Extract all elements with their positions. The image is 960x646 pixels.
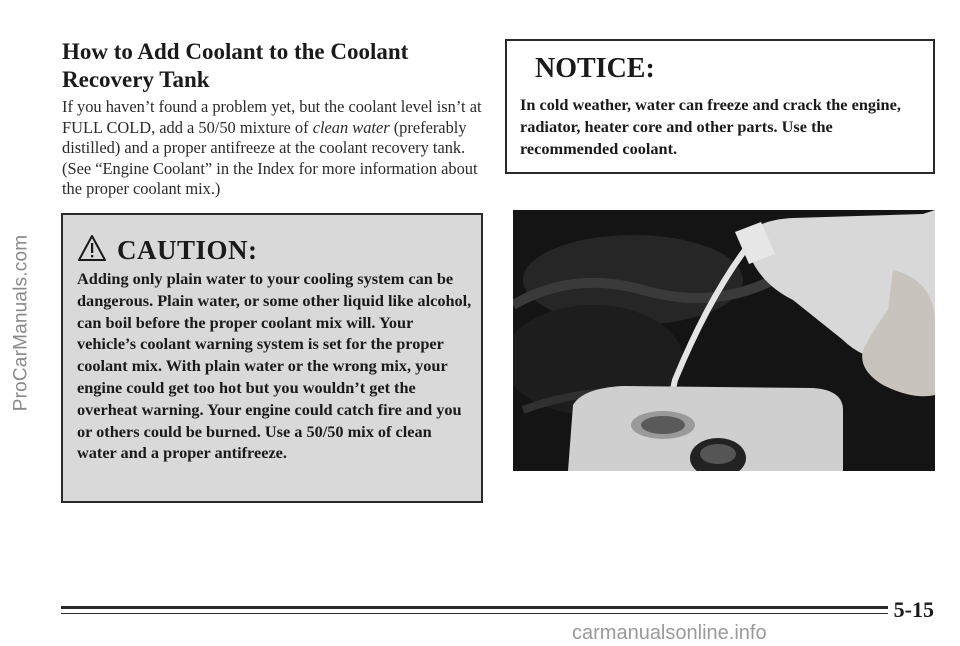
side-watermark-text: ProCarManuals.com — [10, 234, 32, 412]
notice-body: In cold weather, water can freeze and crack the engine, radiator, heater core and other parts. Use the recommended coolant. — [520, 95, 901, 158]
footer-rule-thin — [61, 613, 937, 614]
notice-box — [505, 39, 935, 174]
caution-body: Adding only plain water to your cooling system can be dangerous. Plain water, or some other liquid like alcohol, can boil before the proper coolant mix will. Your vehicle’s coolant warning system is set for the proper coolant mix. With plain water or the wrong mix, your engine could get too hot but you wouldn’t get the overheat warning. Your engine could catch fire and you or others could be burned. Use a 50/50 mix of clean water and a proper antifreeze. — [77, 269, 472, 463]
caution-box — [61, 213, 483, 503]
side-watermark — [4, 0, 38, 646]
intro-emphasis: clean water — [312, 117, 390, 137]
footer-rule-thick — [61, 606, 937, 609]
intro-paragraph — [62, 97, 482, 200]
caution-header — [77, 234, 258, 267]
notice-title: NOTICE: — [535, 53, 655, 84]
section-title: How to Add Coolant to the Coolant Recovery Tank — [62, 39, 409, 92]
warning-triangle-icon — [77, 234, 117, 267]
intro-text-after: (preferably distilled) and a proper antifreeze at the coolant recovery tank. (See “Engine Coolant” in the Index for more information about the proper coolant mix.) — [62, 117, 478, 199]
footer-watermark: carmanualsonline.info — [572, 622, 767, 644]
caution-title: CAUTION: — [117, 235, 258, 265]
page-number: 5-15 — [888, 597, 938, 623]
coolant-pouring-photo — [513, 210, 935, 471]
intro-text-before: If you haven’t found a problem yet, but the coolant level isn’t at FULL COLD, add a 50/50 mixture of — [62, 97, 482, 137]
